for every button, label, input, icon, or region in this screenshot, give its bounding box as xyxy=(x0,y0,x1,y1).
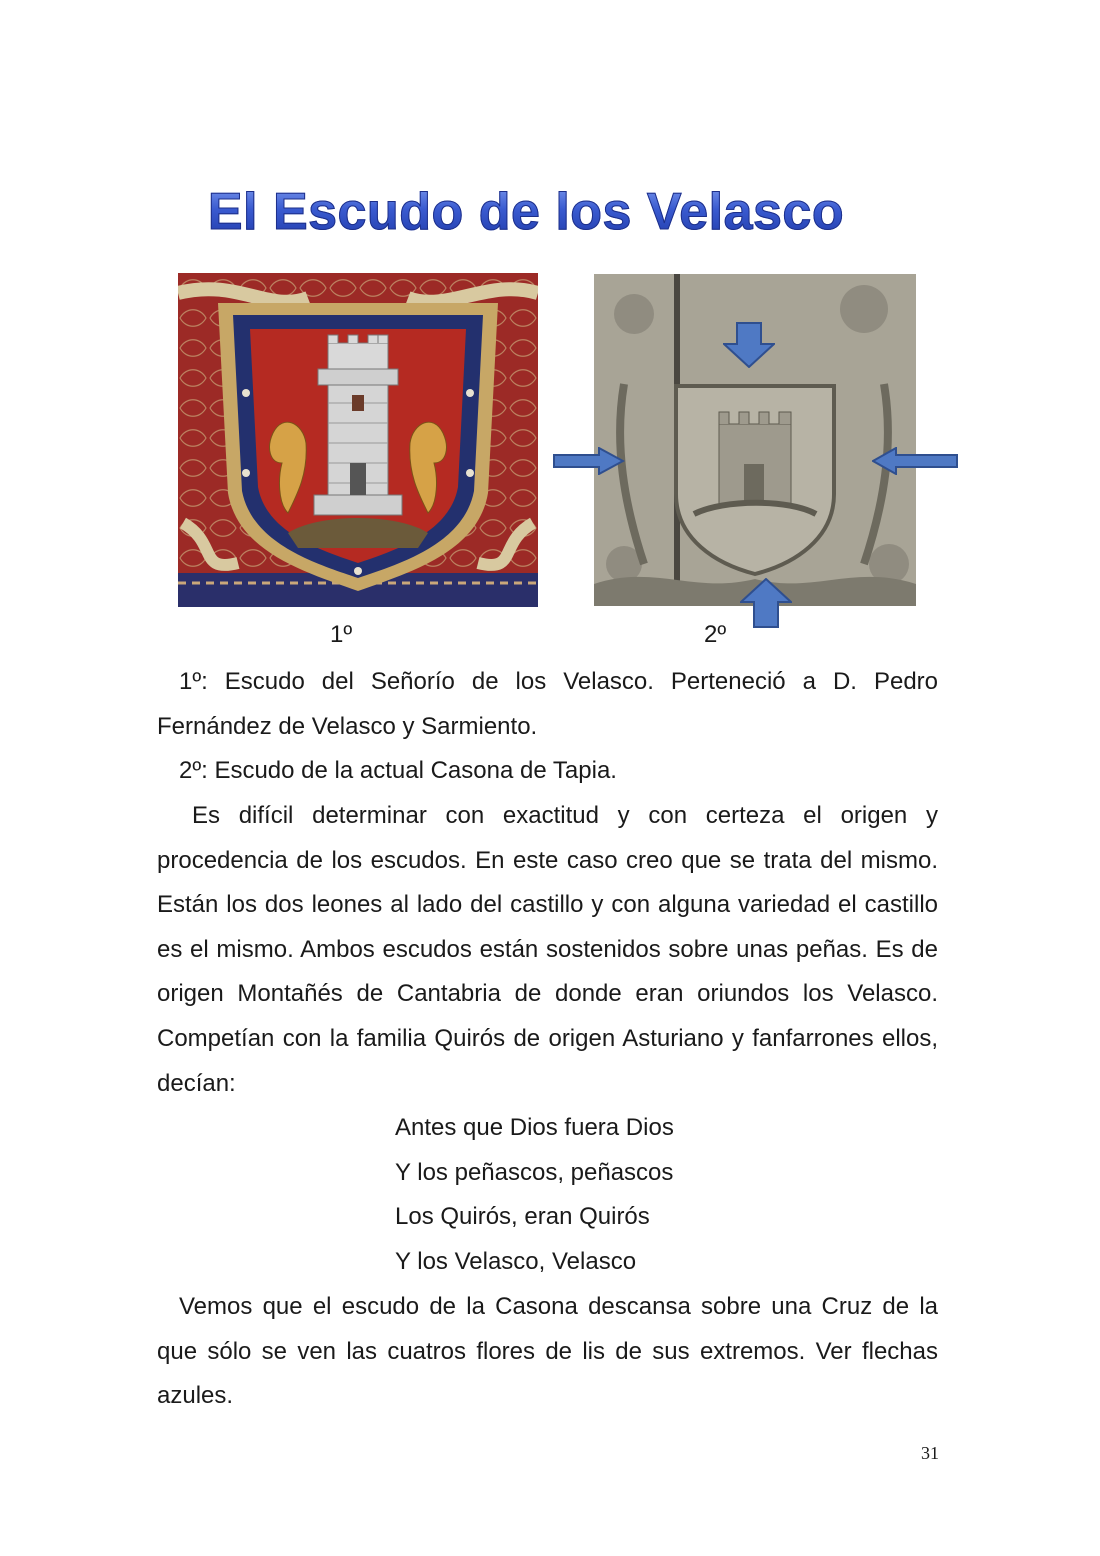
paragraph-body: Es difícil determinar con exactitud y con certeza el origen y procedencia de los escudos. En este caso creo que se trata del mismo. Están los dos leones al lado del castillo y con alguna variedad el castillo es el mismo. Ambos escudos están sostenidos sobre unas peñas. Es de origen Montañés de Cantabria de donde eran oriundos los Velasco. Competían con la familia Quirós de origen Asturiano y fanfarrones ellos, decían: xyxy=(157,802,938,1097)
arrow-right-icon xyxy=(553,447,625,475)
verse-line: Y los Velasco, Velasco xyxy=(395,1247,637,1275)
page-number: 31 xyxy=(921,1443,939,1463)
verse-line: Antes que Dios fuera Dios xyxy=(395,1114,674,1141)
paragraph-figure-1: 1º: Escudo del Señorío de los Velasco. Perteneció a D. Pedro Fernández de Velasco y Sarmiento. xyxy=(157,668,938,740)
velasco-shield-painting xyxy=(178,273,538,607)
paragraph-conclusion: Vemos que el escudo de la Casona descansa sobre una Cruz de la que sólo se ven las cuatros flores de lis de sus extremos. Ver flechas azules. xyxy=(157,1293,938,1410)
arrow-up-icon xyxy=(740,578,792,628)
figure-2-caption: 2º xyxy=(704,621,727,648)
page-title: El Escudo de los Velasco xyxy=(0,182,1052,242)
arrow-left-icon xyxy=(872,447,958,475)
arrow-down-icon xyxy=(723,322,775,368)
verse-line: Y los peñascos, peñascos xyxy=(395,1158,674,1186)
figure-1-caption: 1º xyxy=(330,621,353,648)
paragraph-figure-2: 2º: Escudo de la actual Casona de Tapia. xyxy=(179,757,617,784)
verse-line: Los Quirós, eran Quirós xyxy=(395,1203,650,1231)
verse-block xyxy=(395,1106,674,1284)
